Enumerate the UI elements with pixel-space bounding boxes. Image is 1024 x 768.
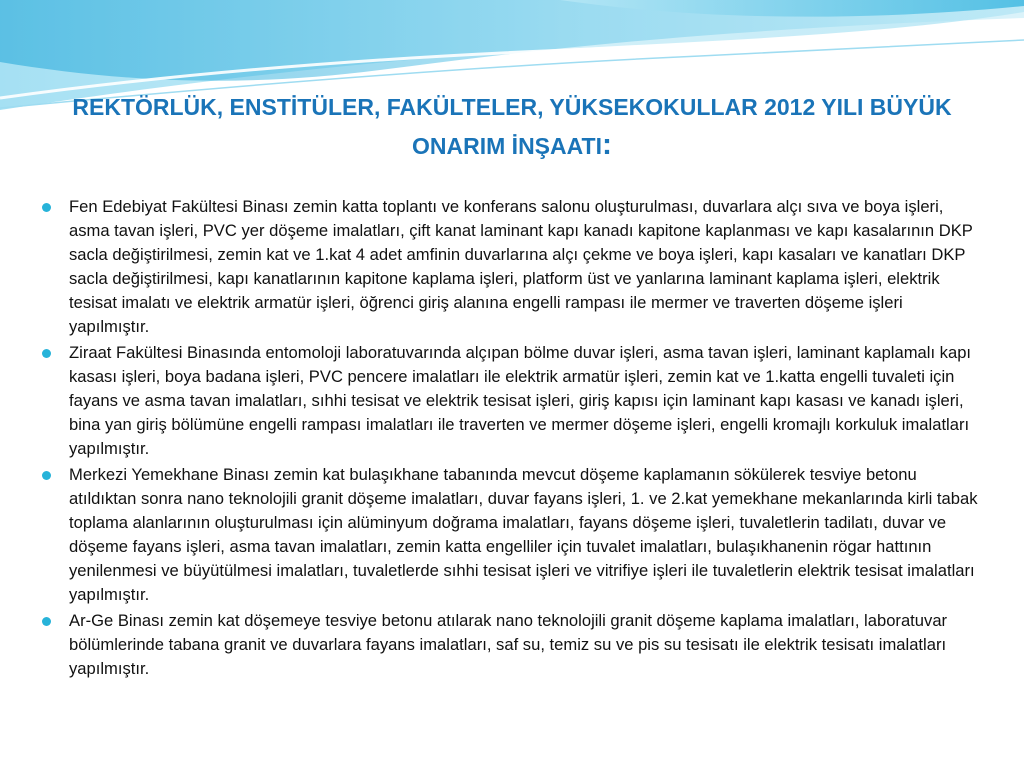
bullet-dot-icon (42, 471, 51, 480)
bullet-text: Ar-Ge Binası zemin kat döşemeye tesviye betonu atılarak nano teknolojili granit döşeme kaplama imalatları, laboratuvar bölümlerinde tabana granit ve duvarlara fayans imalatları, saf su, temiz su ve pis su tesisatı ile elektrik tesisatı imalatları yapılmıştır. (69, 611, 948, 678)
bullet-item (40, 341, 985, 461)
bullet-item (40, 463, 985, 607)
bullet-text: Ziraat Fakültesi Binasında entomoloji laboratuvarında alçıpan bölme duvar işleri, asma tavan işleri, laminant kaplamalı kapı kasası işleri, boya badana işleri, PVC pencere imalatları ile elektrik armatür işleri, zemin kat ve 1.katta engelli tuvaleti için fayans ve asma tavan imalatları, sıhhi tesisat ve elektrik tesisat işleri, giriş kapısı için laminant kapı kasası ve kanadı işleri, bina yan giriş bölümüne engelli rampası imalatları ile traverten ve mermer döşeme işleri, engelli kromajlı korkuluk imalatları yapılmıştır. (69, 343, 972, 458)
bullet-dot-icon (42, 349, 51, 358)
bullet-item (40, 195, 985, 339)
page-title (40, 88, 984, 165)
bullet-dot-icon (42, 617, 51, 626)
bullet-text: Fen Edebiyat Fakültesi Binası zemin katta toplantı ve konferans salonu oluşturulması, duvarlara alçı sıva ve boya işleri, asma tavan işleri, PVC yer döşeme imalatları, çift kanat laminant kapı kanadı kapitone kaplanması ve kapı kasalarının DKP sacla değiştirilmesi, zemin kat ve 1.kat 4 adet amfinin duvarlarına alçı çekme ve boya işleri, kapı kasaları ve kanatları DKP sacla değiştirilmesi, kapı kanatlarının kapitone kaplama işleri, platform üst ve yanlarına laminant kaplama işleri, elektrik tesisat imalatı ve elektrik armatür işleri, öğrenci giriş alanına engelli rampası ile mermer ve traverten döşeme işleri yapılmıştır. (69, 197, 973, 336)
bullet-dot-icon (42, 203, 51, 212)
page-title-text: REKTÖRLÜK, ENSTİTÜLER, FAKÜLTELER, YÜKSEKOKULLAR 2012 YILI BÜYÜK ONARIM İNŞAATI (72, 94, 952, 159)
page-title-colon: : (601, 128, 612, 161)
bullet-list (40, 195, 985, 683)
bullet-text: Merkezi Yemekhane Binası zemin kat bulaşıkhane tabanında mevcut döşeme kaplamanın sökülerek tesviye betonu atıldıktan sonra nano teknolojili granit döşeme imalatları, duvar fayans işleri, 1. ve 2.kat yemekhane mekanlarında kirli tabak toplama alanlarının oluşturulması için alüminyum doğrama imalatları, fayans döşeme işleri, tuvaletlerin tadilatı, duvar ve döşeme fayans işleri, asma tavan imalatları, zemin katta engelliler için tuvalet imalatları, bulaşıkhanenin rögar hattının yenilenmesi ve büyütülmesi imalatları, tuvaletlerde sıhhi tesisat işleri ve vitrifiye işleri ile tuvaletlerin elektrik tesisat imalatları yapılmıştır. (69, 465, 978, 604)
bullet-item (40, 609, 985, 681)
